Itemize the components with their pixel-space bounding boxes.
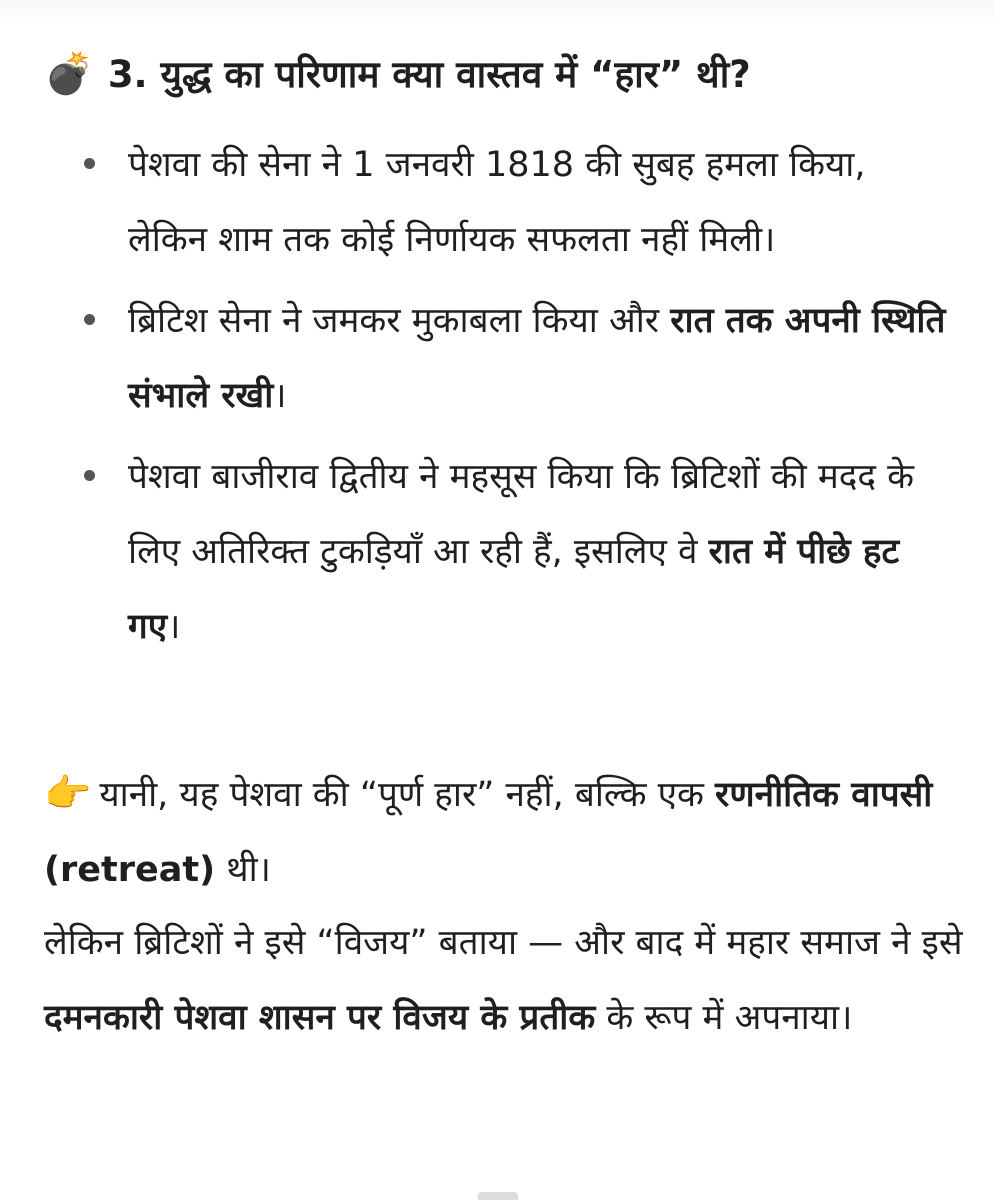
bullet-dot-icon — [84, 470, 95, 481]
conclusion-text: यानी, यह पेशवा की “पूर्ण हार” नहीं, बल्कि एक — [99, 775, 716, 815]
section-heading-text: 3. युद्ध का परिणाम क्या वास्तव में “हार” थी? — [107, 53, 751, 96]
pointing-hand-icon: 👉 — [44, 771, 92, 815]
list-item-text-end: । — [273, 376, 287, 416]
list-item — [0, 284, 994, 434]
list-item — [0, 440, 994, 665]
bullet-dot-icon — [84, 158, 95, 169]
closing-bold-text: दमनकारी पेशवा शासन पर विजय के प्रतीक — [44, 998, 596, 1038]
list-item-text: ब्रिटिश सेना ने जमकर मुकाबला किया और — [128, 301, 671, 341]
bullet-dot-icon — [84, 314, 95, 325]
section-heading — [44, 42, 984, 107]
list-item — [0, 128, 994, 278]
list-item-bold-text: रात में पीछे हट गए — [128, 532, 900, 647]
closing-text: लेकिन ब्रिटिशों ने इसे “विजय” बताया — और बाद में महार समाज ने इसे — [44, 923, 963, 963]
list-item-text-end: । — [167, 607, 181, 647]
conclusion-text-end: थी। — [215, 850, 271, 890]
closing-text-end: के रूप में अपनाया। — [595, 998, 853, 1038]
closing-paragraph — [44, 906, 964, 1056]
conclusion-paragraph — [44, 756, 964, 908]
conclusion-bold-text: रणनीतिक वापसी (retreat) — [44, 775, 933, 890]
list-item-text: पेशवा बाजीराव द्वितीय ने महसूस किया कि ब्रिटिशों की मदद के लिए अतिरिक्त टुकड़ियाँ आ रही हैं, इसलिए वे — [128, 457, 914, 572]
list-item-bold-text: रात तक अपनी स्थिति संभाले रखी — [128, 301, 946, 416]
scroll-handle[interactable] — [478, 1192, 518, 1200]
bomb-icon: 💣 — [44, 51, 94, 97]
bullet-list — [0, 128, 994, 671]
list-item-text: पेशवा की सेना ने 1 जनवरी 1818 की सुबह हमला किया, लेकिन शाम तक कोई निर्णायक सफलता नहीं मिली। — [128, 145, 866, 260]
